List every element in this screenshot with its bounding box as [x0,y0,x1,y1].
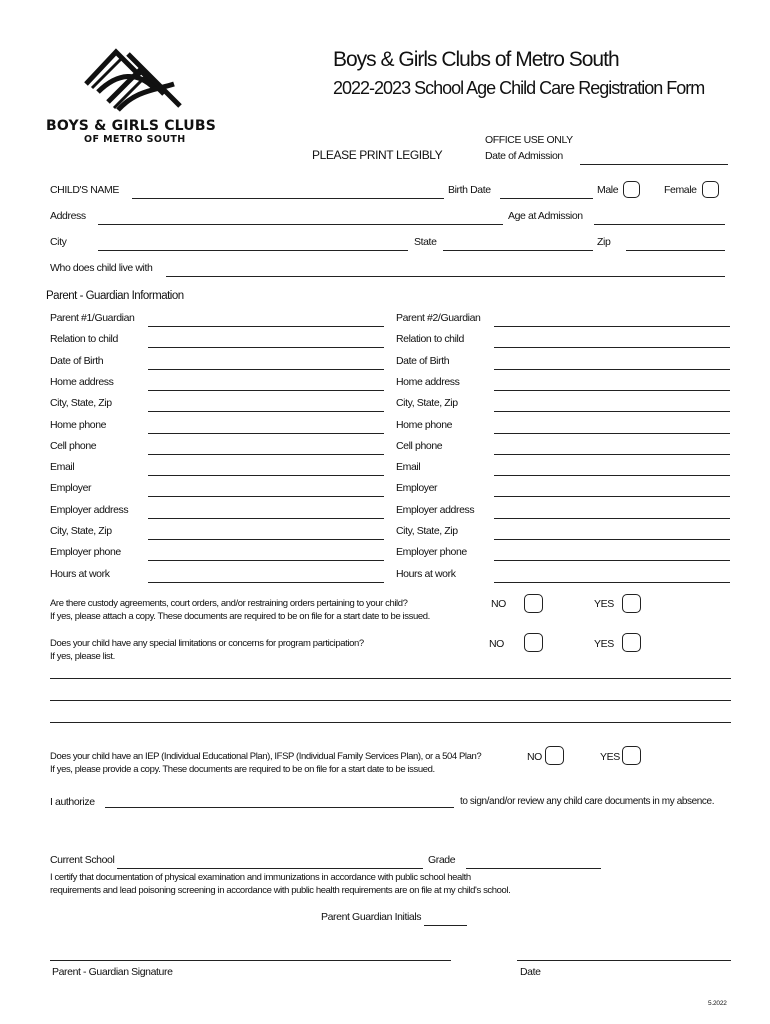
parent2-field-label: Employer address [396,503,475,516]
special-no-label: NO [489,638,504,650]
parent1-field-label: Employer address [50,503,129,516]
authorize-label: I authorize [50,796,95,808]
club-logo-icon [78,44,190,122]
date-admission-field[interactable] [580,164,728,165]
club-logo [78,44,190,122]
special-note: If yes, please list. [50,651,115,662]
parent1-field-label: City, State, Zip [50,397,112,410]
initials-label: Parent Guardian Initials [321,911,422,923]
parent2-field-label: Employer [396,482,438,495]
child-name-label: CHILD'S NAME [50,184,119,196]
parent1-field-label: Home address [50,375,114,388]
iep-no-label: NO [527,751,542,763]
authorize-suffix: to sign/and/or review any child care documents in my absence. [460,796,715,807]
state-field[interactable] [443,250,593,251]
special-yes-checkbox[interactable] [622,633,641,652]
parent1-field-input[interactable] [148,347,384,348]
current-school-label: Current School [50,854,115,866]
iep-yes-checkbox[interactable] [622,746,641,765]
grade-label: Grade [428,854,456,866]
parent1-field-label: Email [50,461,75,474]
date-admission-label: Date of Admission [485,150,563,162]
parent1-field-input[interactable] [148,433,384,434]
parent2-field-input[interactable] [494,582,730,583]
parent1-field-input[interactable] [148,496,384,497]
female-checkbox[interactable] [702,181,719,198]
certify-line-1: I certify that documentation of physical examination and immunizations in accordance with public school health [50,872,471,883]
date-field[interactable] [517,960,731,961]
print-note: PLEASE PRINT LEGIBLY [312,148,443,162]
parent1-field-input[interactable] [148,539,384,540]
parent2-field-label: Relation to child [396,333,464,346]
parent2-field-input[interactable] [494,411,730,412]
age-label: Age at Admission [508,210,583,222]
parent1-field-input[interactable] [148,582,384,583]
parent1-field-label: Relation to child [50,333,118,346]
city-field[interactable] [98,250,408,251]
parent2-field-label: Home phone [396,418,453,431]
logo-wordmark: BOYS & GIRLS CLUBS [46,118,217,134]
address-field[interactable] [98,224,503,225]
parent1-field-input[interactable] [148,518,384,519]
parent1-field-input[interactable] [148,369,384,370]
parent1-field-input[interactable] [148,454,384,455]
parent1-field-input[interactable] [148,560,384,561]
birth-date-field[interactable] [500,198,593,199]
parent1-field-label: Employer phone [50,546,121,559]
special-list-line-3[interactable] [50,722,731,723]
current-school-field[interactable] [117,868,423,869]
form-title: Boys & Girls Clubs of Metro South [333,48,619,71]
iep-yes-label: YES [600,751,620,763]
parent2-field-label: City, State, Zip [396,525,458,537]
parent2-field-label: Date of Birth [396,354,450,367]
parent2-field-input[interactable] [494,347,730,348]
parent1-field-label: Employer [50,482,92,495]
iep-note: If yes, please provide a copy. These documents are required to be on file for a start date to be issued. [50,764,435,775]
special-yes-label: YES [594,638,614,650]
parent2-field-input[interactable] [494,433,730,434]
parent1-field-label: Cell phone [50,439,97,452]
logo-subtitle: OF METRO SOUTH [84,134,186,145]
parent1-field-label: Hours at work [50,567,110,580]
male-checkbox[interactable] [623,181,640,198]
authorize-field[interactable] [105,807,454,808]
address-label: Address [50,210,86,222]
lives-with-field[interactable] [166,276,725,277]
zip-label: Zip [597,236,611,248]
special-no-checkbox[interactable] [524,633,543,652]
parent2-field-input[interactable] [494,475,730,476]
custody-note: If yes, please attach a copy. These documents are required to be on file for a start date to be issued. [50,611,430,622]
special-list-line-1[interactable] [50,678,731,679]
lives-with-label: Who does child live with [50,262,153,274]
parent1-field-input[interactable] [148,326,384,327]
age-field[interactable] [594,224,725,225]
parent2-field-input[interactable] [494,539,730,540]
custody-no-label: NO [491,598,506,610]
custody-yes-checkbox[interactable] [622,594,641,613]
male-label: Male [597,184,619,196]
certify-line-2: requirements and lead poisoning screening in accordance with public health requirements are on file at my child's school. [50,885,511,896]
parent2-field-input[interactable] [494,369,730,370]
custody-yes-label: YES [594,598,614,610]
parent1-field-input[interactable] [148,390,384,391]
child-name-field[interactable] [132,198,444,199]
parent2-field-label: Email [396,461,421,474]
guardian-section-title: Parent - Guardian Information [46,290,184,302]
parent2-field-input[interactable] [494,560,730,561]
city-label: City [50,236,67,248]
parent1-field-label: Date of Birth [50,354,104,367]
parent1-field-label: City, State, Zip [50,525,112,537]
parent1-field-label: Parent #1/Guardian [50,312,135,324]
grade-field[interactable] [466,868,601,869]
initials-field[interactable] [424,925,467,926]
iep-no-checkbox[interactable] [545,746,564,765]
form-subtitle: 2022-2023 School Age Child Care Registration Form [333,78,705,98]
date-label: Date [520,966,541,978]
parent2-field-label: Cell phone [396,439,443,452]
parent1-field-input[interactable] [148,475,384,476]
parent2-field-label: Home address [396,375,460,388]
office-use-label: OFFICE USE ONLY [485,134,573,146]
female-label: Female [664,184,697,196]
special-question: Does your child have any special limitations or concerns for program participation? [50,638,364,649]
custody-no-checkbox[interactable] [524,594,543,613]
parent2-field-label: Employer phone [396,546,467,559]
parent2-field-input[interactable] [494,326,730,327]
state-label: State [414,236,437,248]
parent2-field-label: City, State, Zip [396,397,458,410]
parent1-field-input[interactable] [148,411,384,412]
parent2-field-input[interactable] [494,454,730,455]
parent2-field-input[interactable] [494,390,730,391]
special-list-line-2[interactable] [50,700,731,701]
zip-field[interactable] [626,250,725,251]
version-stamp: 5.2022 [708,1000,727,1007]
custody-question: Are there custody agreements, court orders, and/or restraining orders pertaining to your child? [50,598,408,609]
iep-question: Does your child have an IEP (Individual Educational Plan), IFSP (Individual Family Services Plan), or a 504 Plan? [50,751,482,762]
parent2-field-input[interactable] [494,496,730,497]
signature-field[interactable] [50,960,451,961]
signature-label: Parent - Guardian Signature [52,966,173,978]
birth-date-label: Birth Date [448,184,491,196]
parent2-field-input[interactable] [494,518,730,519]
parent2-field-label: Parent #2/Guardian [396,312,481,324]
parent2-field-label: Hours at work [396,567,456,580]
parent1-field-label: Home phone [50,418,107,431]
